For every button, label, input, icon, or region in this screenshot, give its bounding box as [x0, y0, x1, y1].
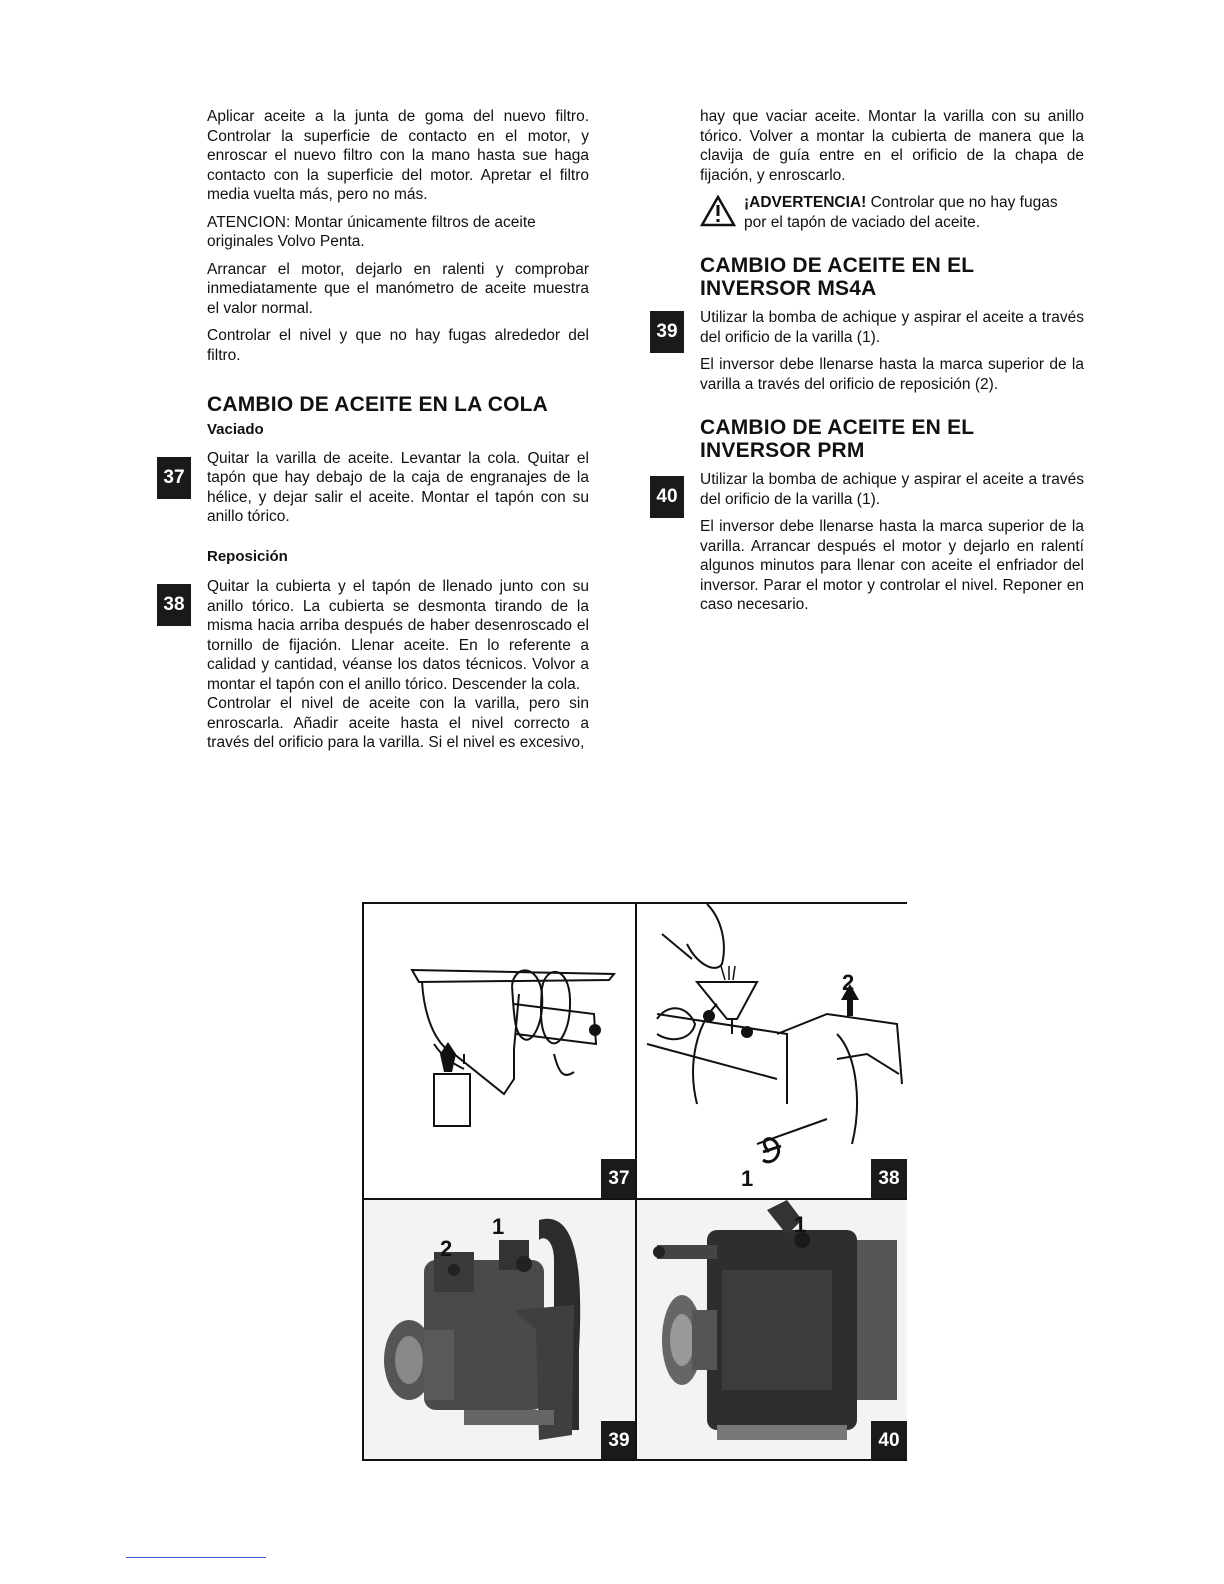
step-text: Controlar el nivel de aceite con la varilla, pero sin enroscarla. Añadir aceite hasta el nivel correcto a través del orificio para la varilla. Si el nivel es excesivo, [207, 695, 589, 751]
figure-grid [362, 902, 907, 1461]
paragraph: Arrancar el motor, dejarlo en ralenti y comprobar inmediatamente que el manómetro de aceite muestra el valor normal. [207, 260, 589, 317]
left-column [207, 107, 589, 761]
figure-39 [364, 1200, 635, 1459]
step-text: El inversor debe llenarse hasta la marca superior de la varilla a través del orificio de reposición (2). [700, 356, 1084, 393]
prm-gearbox-photo [637, 1200, 907, 1459]
section-title: CAMBIO DE ACEITE EN LA COLA [207, 393, 549, 416]
callout-label: 2 [440, 1236, 453, 1261]
figure-badge: 39 [601, 1421, 635, 1459]
callout-label: 1 [741, 1166, 754, 1191]
step-text: Quitar la cubierta y el tapón de llenado junto con su anillo tórico. La cubierta se desmonta tirando de la misma hacia arriba después de haber desenroscado el tornillo de fijación. Llenar aceite. En lo referente a calidad y cantidad, véanse los datos técnicos. Volvor a montar el tapón con el anillo tórico. Descender la cola. [207, 578, 589, 693]
step-badge-37: 37 [157, 457, 191, 499]
warning-block [700, 193, 1084, 232]
warning-label: ¡ADVERTENCIA! [744, 194, 867, 211]
figure-badge: 38 [871, 1159, 907, 1198]
step-badge-39: 39 [650, 311, 684, 353]
warning-triangle-icon [700, 195, 736, 227]
warning-text: Controlar que no hay fugas por el tapón de vaciado del aceite. [744, 194, 1058, 231]
step-text: Utilizar la bomba de achique y aspirar el aceite a través del orificio de la varilla (1). [700, 471, 1084, 508]
step-badge-38: 38 [157, 584, 191, 626]
section-title: CAMBIO DE ACEITE EN EL INVERSOR PRM [700, 416, 974, 462]
paragraph: hay que vaciar aceite. Montar la varilla con su anillo tórico. Volver a montar la cubierta de manera que la clavija de guía entre en el orificio de la chapa de fijación, y enroscarlo. [700, 108, 1084, 184]
step-text: El inversor debe llenarse hasta la marca superior de la varilla. Arrancar después el motor y dejarlo en ralentí algunos minutos para llenar con aceite el enfriador del inversor. Parar el motor y controlar el nivel. Reponer en caso necesario. [700, 518, 1084, 613]
step-badge-40: 40 [650, 476, 684, 518]
callout-label: 1 [492, 1214, 505, 1239]
right-column [700, 107, 1084, 623]
paragraph: Aplicar aceite a la junta de goma del nuevo filtro. Controlar la superficie de contacto en el motor, y enroscar el nuevo filtro con la mano hasta sue haga contacto con la superficie del motor. Apretar el filtro media vuelta más, pero no más. [207, 108, 589, 203]
oil-filling-illustration [637, 904, 907, 1198]
figure-40 [637, 1200, 907, 1459]
callout-label: 1 [794, 1212, 807, 1237]
footer-rule [126, 1557, 266, 1558]
figure-badge: 37 [601, 1159, 635, 1198]
subsection-title: Vaciado [207, 421, 264, 438]
subsection-title: Reposición [207, 547, 288, 565]
paragraph: Controlar el nivel y que no hay fugas alrededor del filtro. [207, 327, 589, 364]
section-title: CAMBIO DE ACEITE EN EL INVERSOR MS4A [700, 254, 974, 300]
figure-badge: 40 [871, 1421, 907, 1459]
callout-label: 2 [842, 970, 855, 995]
figure-37 [364, 904, 635, 1198]
step-text: Quitar la varilla de aceite. Levantar la cola. Quitar el tapón que hay debajo de la caja de engranajes de la hélice, y dejar salir el aceite. Montar el tapón con su anillo tórico. [207, 449, 589, 525]
drive-leg-illustration [364, 904, 635, 1198]
paragraph: ATENCION: Montar únicamente filtros de aceite originales Volvo Penta. [207, 213, 536, 250]
figure-38 [637, 904, 907, 1198]
step-text: Utilizar la bomba de achique y aspirar el aceite a través del orificio de la varilla (1). [700, 309, 1084, 346]
